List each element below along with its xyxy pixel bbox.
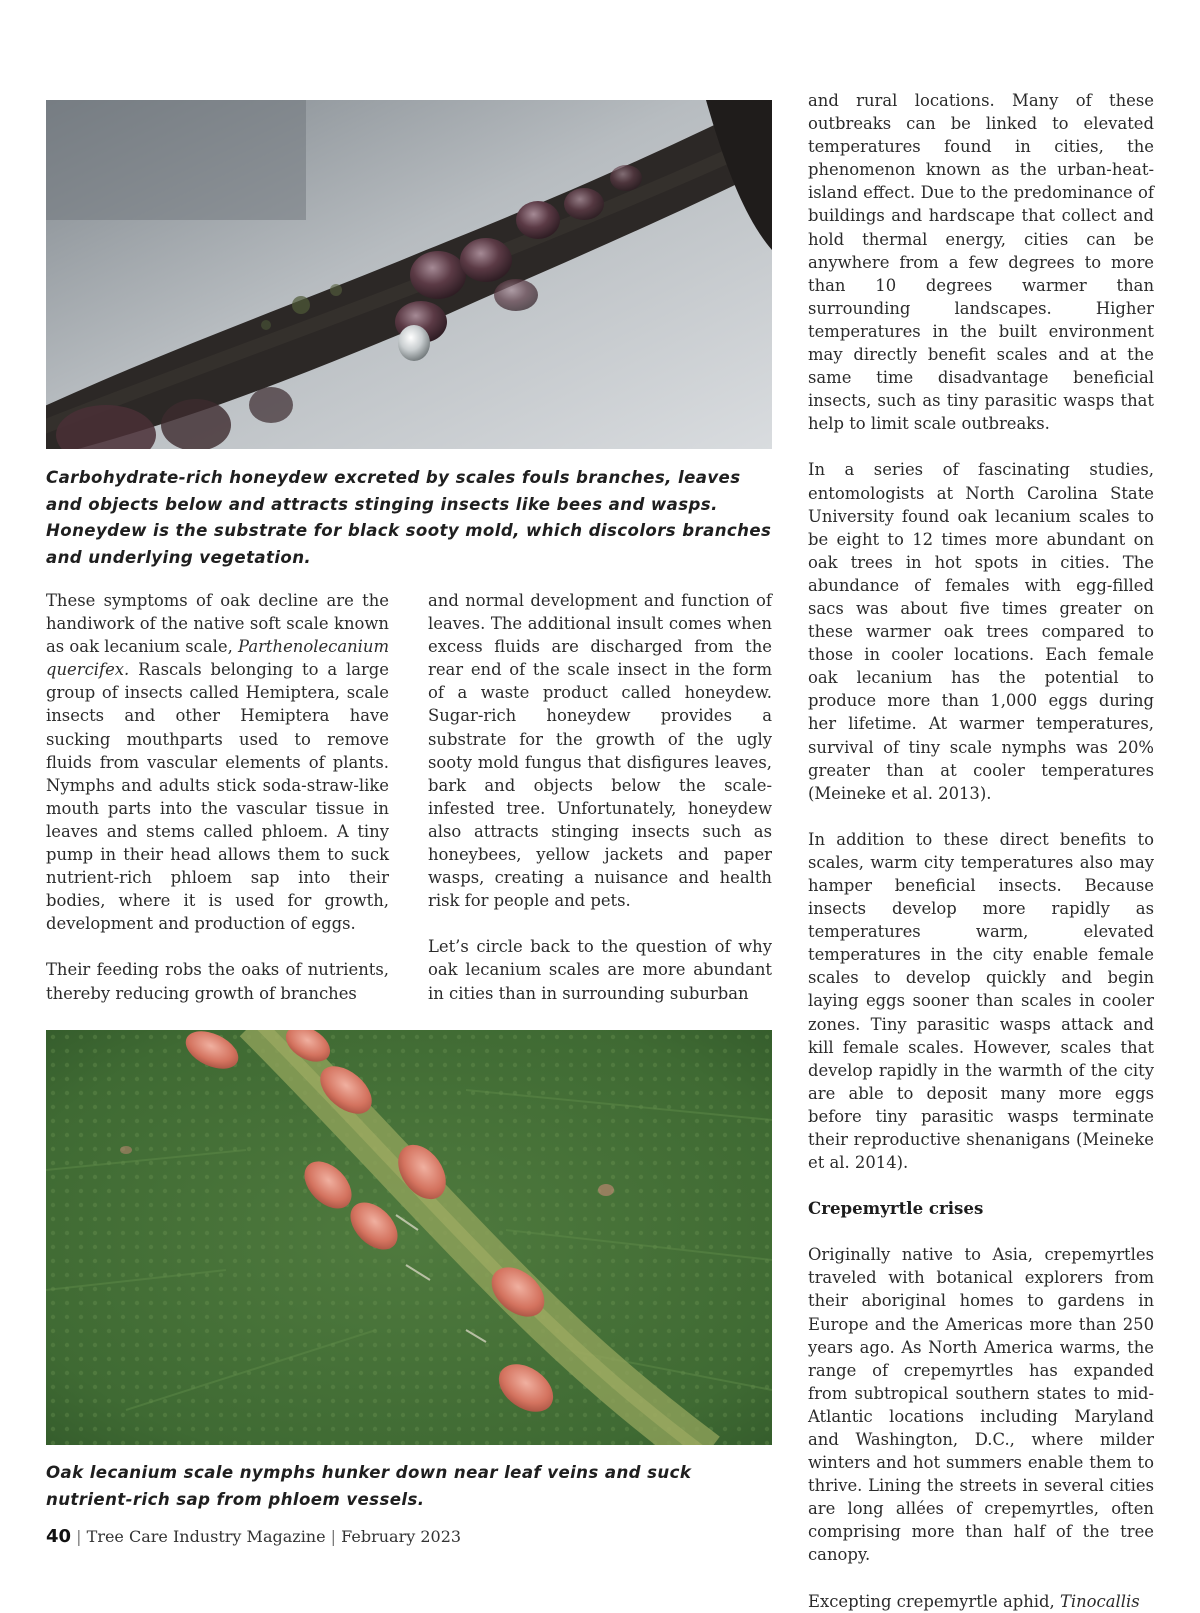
footer-separator: | bbox=[330, 1527, 337, 1546]
col3-paragraph-3: In addition to these direct benefits to scales, warm city temperatures also may hamper beneficial insects. Because insects develop more rapidly as temperatures warm, elevated temperatures in the city enable female scales to develop quickly and begin laying eggs sooner than scales in cooler zones. Tiny parasitic wasps attack and kill female scales. However, scales that develop rapidly in the warmth of the city are able to deposit many more eggs before tiny parasitic wasps terminate their reproductive shenanigans (Meineke et al. 2014). bbox=[808, 829, 1154, 1173]
body-column-3 bbox=[808, 89, 1154, 1613]
species-name: Parthenolecanium quercifex. bbox=[46, 637, 389, 680]
col2-paragraph-2: Let’s circle back to the question of why oak lecanium scales are more abundant in cities than in surrounding suburban bbox=[428, 937, 772, 1003]
page-footer bbox=[46, 1526, 461, 1547]
branch-scale-photo bbox=[46, 100, 772, 449]
body-column-1 bbox=[46, 589, 389, 1005]
footer-separator: | bbox=[76, 1527, 82, 1546]
section-heading: Crepemyrtle crises bbox=[808, 1198, 984, 1219]
body-column-2 bbox=[428, 589, 772, 1005]
col3-paragraph-5: Excepting crepemyrtle aphid, Tinocallis bbox=[808, 1591, 1140, 1611]
col3-paragraph-1: and rural locations. Many of these outbreaks can be linked to elevated temperatures found in cities, the phenomenon known as the urban-heat-island effect. Due to the predominance of buildings and hardscape that collect and hold thermal energy, cities can be anywhere from a few degrees to more than 10 degrees warmer than surrounding landscapes. Higher temperatures in the built environment may directly benefit scales and at the same time disadvantage beneficial insects, such as tiny parasitic wasps that help to limit scale outbreaks. bbox=[808, 91, 1154, 434]
col2-paragraph-1: and normal development and function of leaves. The additional insult comes when excess fluids are discharged from the rear end of the scale insect in the form of a waste product called honeydew. Sugar-rich honeydew provides a substrate for the growth of the ugly sooty mold fungus that disfigures leaves, bark and objects below the scale-infested tree. Unfortunately, honeydew also attracts stinging insects such as honeybees, yellow jackets and paper wasps, creating a nuisance and health risk for people and pets. bbox=[428, 591, 772, 911]
issue-date: February 2023 bbox=[341, 1527, 462, 1546]
col3-paragraph-2: In a series of fascinating studies, entomologists at North Carolina State University found oak lecanium scales to be eight to 12 times more abundant on oak trees in hot spots in cities. The abundance of females with egg-filled sacs was about five times greater on these warmer oak trees compared to those in cooler locations. Each female oak lecanium has the potential to produce more than 1,000 eggs during her lifetime. At warmer temperatures, survival of tiny scale nymphs was 20% greater than at cooler temperatures (Meineke et al. 2013). bbox=[808, 460, 1154, 803]
page-number: 40 bbox=[46, 1526, 72, 1547]
col1-paragraph-1: These symptoms of oak decline are the handiwork of the native soft scale known as oak lecanium scale, Parthenolecanium quercifex. Rascals belonging to a large group of insects called Hemiptera, scale insects and other Hemiptera have sucking mouthparts used to remove fluids from vascular elements of plants. Nymphs and adults stick soda-straw-like mouth parts into the vascular tissue in leaves and stems called phloem. A tiny pump in their head allows them to suck nutrient-rich phloem sap into their bodies, where it is used for growth, development and production of eggs. bbox=[46, 591, 389, 934]
leaf-scale-photo bbox=[46, 1030, 772, 1445]
col3-paragraph-4: Originally native to Asia, crepemyrtles traveled with botanical explorers from their aboriginal homes to gardens in Europe and the Americas more than 250 years ago. As North America warms, the range of crepemyrtles has expanded from subtropical southern states to mid-Atlantic locations including Maryland and Washington, D.C., where milder winters and hot summers enable them to thrive. Lining the streets in several cities are long allées of crepemyrtles, often comprising more than half of the tree canopy. bbox=[808, 1245, 1154, 1565]
col1-paragraph-2: Their feeding robs the oaks of nutrients, thereby reducing growth of branches bbox=[46, 960, 389, 1003]
species-name-2: Tinocallis bbox=[1059, 1591, 1140, 1611]
magazine-title: Tree Care Industry Magazine bbox=[86, 1527, 326, 1546]
bottom-photo-caption: Oak lecanium scale nymphs hunker down near leaf veins and suck nutrient-rich sap from phloem vessels. bbox=[46, 1463, 692, 1509]
top-photo-caption: Carbohydrate-rich honeydew excreted by scales fouls branches, leaves and objects below and attracts stinging insects like bees and wasps. Honeydew is the substrate for black sooty mold, which discolors branches and underlying vegetation. bbox=[46, 468, 772, 567]
